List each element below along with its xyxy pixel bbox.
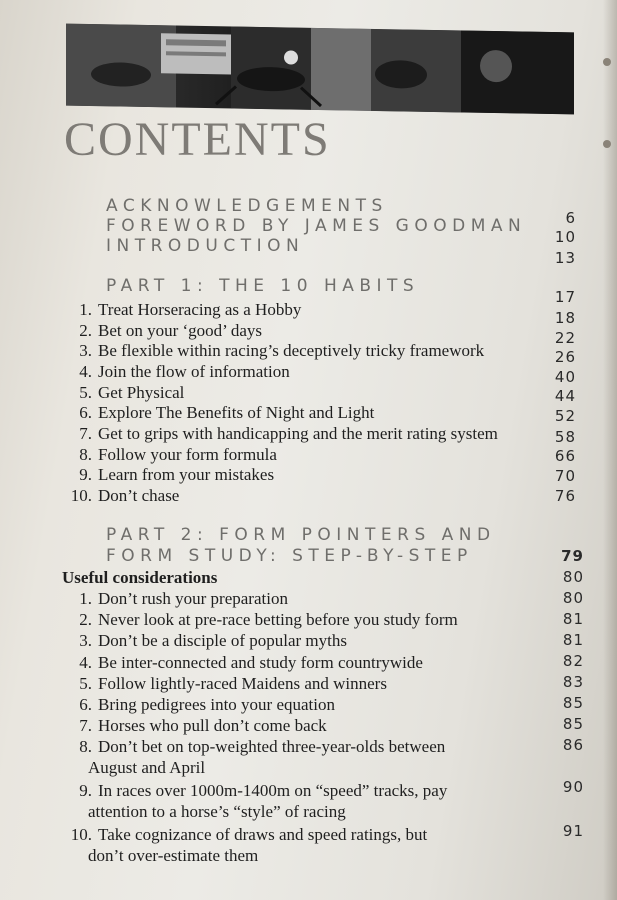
page-number: 13	[554, 249, 576, 267]
toc-item: 7. Get to grips with handicapping and the merit rating system	[79, 424, 498, 443]
toc-item: 3. Be flexible within racing’s deceptively tricky framework	[79, 341, 485, 360]
page-number: 81	[562, 610, 584, 628]
front-matter-foreword: FOREWORD BY JAMES GOODMAN	[106, 216, 527, 236]
page-number: 81	[562, 631, 584, 649]
toc-item: 7. Horses who pull don’t come back	[79, 716, 327, 735]
part2-heading-line2: FORM STUDY: STEP-BY-STEP	[106, 546, 473, 566]
page-number: 22	[554, 329, 576, 347]
toc-item: 4. Join the flow of information	[79, 362, 290, 381]
toc-item: 9. In races over 1000m-1400m on “speed” tracks, pay	[79, 781, 448, 800]
page-number: 82	[562, 652, 584, 670]
toc-item-continuation: don’t over-estimate them	[88, 846, 259, 865]
toc-subheading: Useful considerations	[62, 568, 218, 587]
toc-item: 4. Be inter-connected and study form countrywide	[79, 653, 423, 672]
toc-item: 10. Don’t chase	[70, 486, 180, 505]
page-number: 70	[554, 467, 576, 485]
page-number: 40	[554, 368, 576, 386]
toc-item: 2. Bet on your ‘good’ days	[79, 321, 262, 340]
page-number: 66	[554, 447, 576, 465]
toc-item: 5. Get Physical	[79, 383, 185, 402]
binding-hole	[603, 58, 611, 66]
part2-heading-line1: PART 2: FORM POINTERS AND	[106, 525, 496, 545]
page-number: 10	[554, 228, 576, 246]
page-edge-shadow	[603, 0, 617, 900]
page-number: 80	[562, 589, 584, 607]
page-number: 86	[562, 736, 584, 754]
page-number: 52	[554, 407, 576, 425]
front-matter-acknowledgements: ACKNOWLEDGEMENTS	[106, 196, 388, 216]
horse-racing-photo	[66, 24, 574, 115]
page-number: 80	[562, 568, 584, 586]
binding-hole	[603, 140, 611, 148]
page-number: 79	[561, 547, 584, 565]
page-number: 91	[562, 822, 584, 840]
toc-item: 1. Don’t rush your preparation	[79, 589, 288, 608]
toc-item: 6. Bring pedigrees into your equation	[79, 695, 336, 714]
page-number: 26	[554, 348, 576, 366]
toc-item: 6. Explore The Benefits of Night and Light	[79, 403, 375, 422]
page-number: 90	[562, 778, 584, 796]
page-title: CONTENTS	[64, 113, 331, 166]
page-number: 76	[554, 487, 576, 505]
toc-item: 5. Follow lightly-raced Maidens and winners	[79, 674, 387, 693]
page-number: 6	[565, 209, 576, 227]
front-matter-introduction: INTRODUCTION	[106, 236, 305, 256]
toc-item: 9. Learn from your mistakes	[79, 465, 275, 484]
toc-item: 10. Take cognizance of draws and speed ratings, but	[70, 825, 428, 844]
page-number: 85	[562, 694, 584, 712]
page-number: 83	[562, 673, 584, 691]
page-number: 58	[554, 428, 576, 446]
page-number: 85	[562, 715, 584, 733]
part1-heading: PART 1: THE 10 HABITS	[106, 276, 420, 296]
header-photo-banner	[66, 24, 574, 115]
page-number: 17	[554, 288, 576, 306]
toc-item-continuation: attention to a horse’s “style” of racing	[88, 802, 346, 821]
toc-item: 2. Never look at pre-race betting before you study form	[79, 610, 458, 629]
toc-item: 1. Treat Horseracing as a Hobby	[79, 300, 302, 319]
page-number: 18	[554, 309, 576, 327]
toc-item: 8. Don’t bet on top-weighted three-year-olds between	[79, 737, 446, 756]
page-number: 44	[554, 387, 576, 405]
toc-item-continuation: August and April	[88, 758, 206, 777]
toc-item: 8. Follow your form formula	[79, 445, 277, 464]
toc-item: 3. Don’t be a disciple of popular myths	[79, 631, 347, 650]
